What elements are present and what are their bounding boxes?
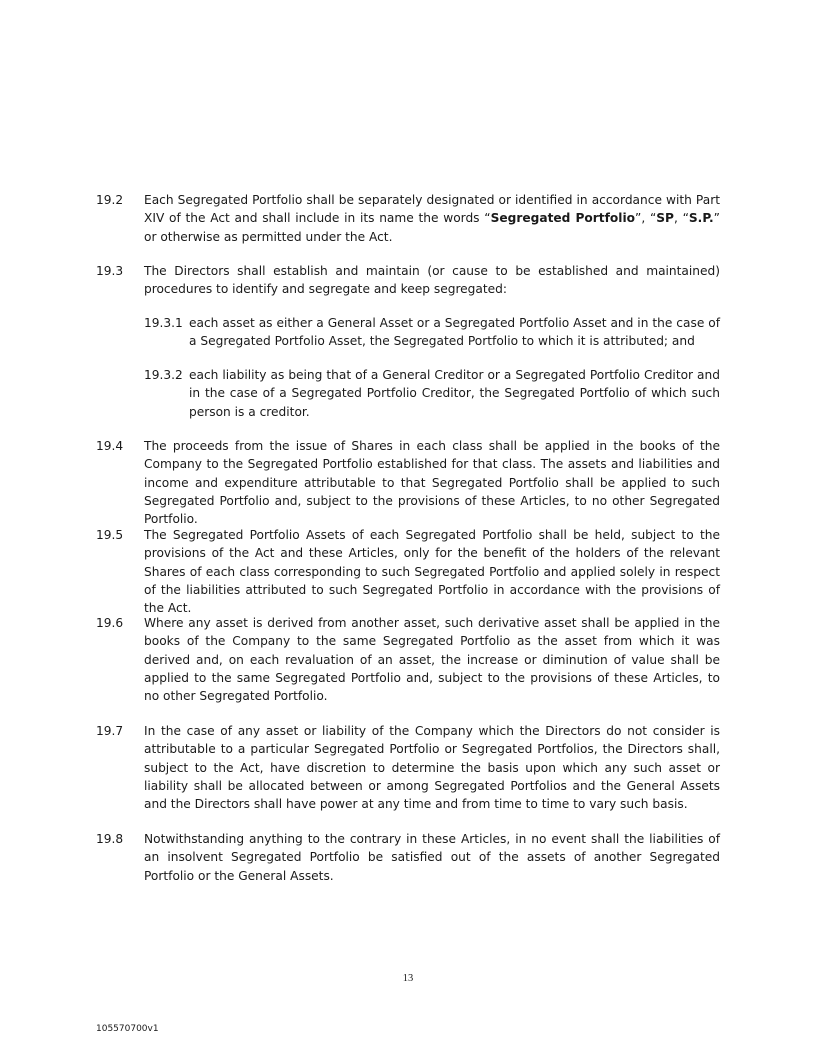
clause-19-3 <box>96 262 720 299</box>
document-reference: 105570700v1 <box>96 1024 159 1034</box>
clause-19-5 <box>96 526 720 617</box>
defined-term-sp: SP <box>656 211 674 226</box>
clause-19-2 <box>96 191 720 246</box>
clause-number: 19.6 <box>96 616 124 630</box>
page-number: 13 <box>402 973 414 984</box>
clause-number: 19.3 <box>96 264 124 278</box>
clause-text: Where any asset is derived from another asset, such derivative asset shall be applied in the books of the Company to the same Segregated Portfolio as the asset from which it was derived and, on each revaluation of an asset, the increase or diminution of value shall be applied to the same Segregated Portfolio and, subject to the provisions of these Articles, to no other Segregated Portfolio. <box>144 616 720 704</box>
defined-term-s-p: S.P. <box>688 211 714 226</box>
clause-text: Each Segregated Portfolio shall be separately designated or identified in accordance with Part XIV of the Act and shall include in its name the words “Segregated Portfolio”, “SP, “S.P.” or otherwise as permitted under the Act. <box>144 193 720 244</box>
clause-number: 19.5 <box>96 528 124 542</box>
clause-number: 19.4 <box>96 439 124 453</box>
clause-text: The Directors shall establish and maintain (or cause to be established and maintained) procedures to identify and segregate and keep segregated: <box>144 264 720 297</box>
clause-text: 19.3.1 each asset as either a General Asset or a Segregated Portfolio Asset and in the case of a Segregated Portfolio Asset, the Segregated Portfolio to which it is attributed; and <box>144 316 720 349</box>
clause-number: 19.2 <box>96 193 124 207</box>
clause-number: 19.3.1 <box>144 316 183 330</box>
clause-number: 19.7 <box>96 724 124 738</box>
clause-19-7 <box>96 722 720 813</box>
clause-text: The Segregated Portfolio Assets of each Segregated Portfolio shall be held, subject to the provisions of the Act and these Articles, only for the benefit of the holders of the relevant Shares of each class corresponding to such Segregated Portfolio and applied solely in respect of the liabilities attributed to such Segregated Portfolio in accordance with the provisions of the Act. <box>144 528 720 616</box>
clause-19-3-1 <box>144 314 720 351</box>
clause-number: 19.3.2 <box>144 368 183 382</box>
clause-19-8 <box>96 830 720 885</box>
clause-text: In the case of any asset or liability of the Company which the Directors do not consider is attributable to a particular Segregated Portfolio or Segregated Portfolios, the Directors shall, subject to the Act, have discretion to determine the basis upon which any such asset or liability shall be allocated between or among Segregated Portfolios and the General Assets and the Directors shall have power at any time and from time to time to vary such basis. <box>144 724 720 812</box>
clause-text: The proceeds from the issue of Shares in each class shall be applied in the books of the Company to the Segregated Portfolio established for that class. The assets and liabilities and income and expenditure attributable to that Segregated Portfolio shall be applied to such Segregated Portfolio and, subject to the provisions of these Articles, to no other Segregated Portfolio. <box>144 439 720 527</box>
clause-text: 19.3.2 each liability as being that of a General Creditor or a Segregated Portfolio Creditor and in the case of a Segregated Portfolio Creditor, the Segregated Portfolio of which such person is a creditor. <box>144 368 720 419</box>
clause-text: Notwithstanding anything to the contrary in these Articles, in no event shall the liabilities of an insolvent Segregated Portfolio be satisfied out of the assets of another Segregated Portfolio or the General Assets. <box>144 832 720 883</box>
clause-19-3-2 <box>144 366 720 421</box>
defined-term-segregated-portfolio: Segregated Portfolio <box>490 211 636 226</box>
clause-19-6 <box>96 614 720 705</box>
clause-19-4 <box>96 437 720 528</box>
clause-number: 19.8 <box>96 832 124 846</box>
